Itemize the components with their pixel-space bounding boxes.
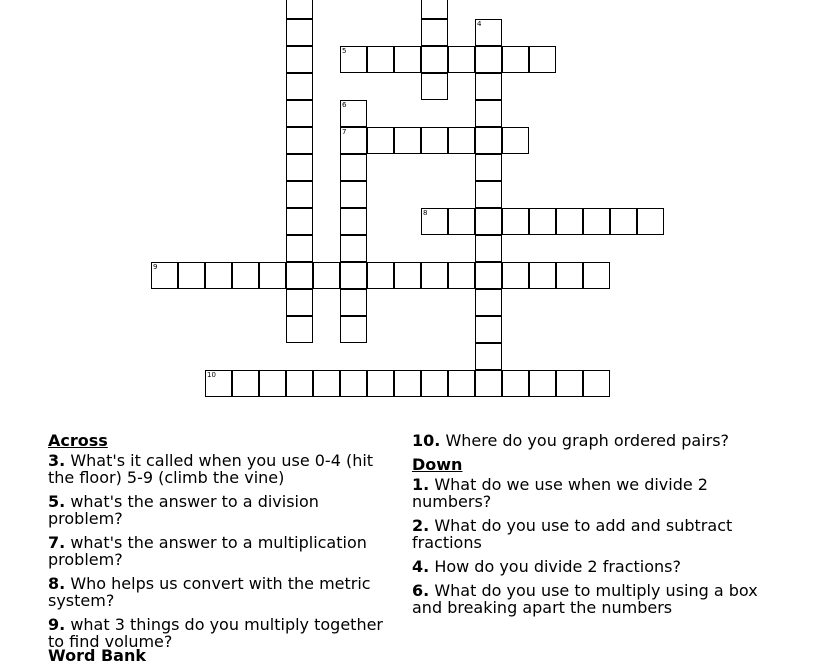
crossword-cell[interactable] — [340, 181, 367, 208]
crossword-cell[interactable] — [475, 235, 502, 262]
crossword-cell[interactable] — [502, 46, 529, 73]
clue-across-9 — [48, 616, 398, 650]
clue-number-label: 9 — [153, 263, 158, 271]
clue-number-label: 7 — [342, 128, 347, 136]
clue-number: 3. — [48, 451, 66, 470]
crossword-cell[interactable] — [367, 46, 394, 73]
clue-number: 7. — [48, 533, 66, 552]
crossword-cell[interactable] — [475, 262, 502, 289]
crossword-cell[interactable] — [259, 370, 286, 397]
crossword-cell[interactable] — [583, 208, 610, 235]
crossword-cell[interactable] — [367, 370, 394, 397]
clue-number: 1. — [412, 475, 430, 494]
clue-text: what's the answer to a multiplication problem? — [48, 533, 367, 569]
crossword-cell[interactable] — [475, 19, 502, 46]
crossword-cell[interactable] — [583, 370, 610, 397]
crossword-cell[interactable] — [340, 235, 367, 262]
crossword-cell[interactable] — [286, 370, 313, 397]
crossword-cell[interactable] — [421, 46, 448, 73]
clue-text: Who helps us convert with the metric system? — [48, 574, 371, 610]
crossword-cell[interactable] — [394, 127, 421, 154]
across-heading: Across — [48, 431, 108, 450]
crossword-cell[interactable] — [340, 127, 367, 154]
crossword-cell[interactable] — [448, 127, 475, 154]
clue-text: what 3 things do you multiply together to find volume? — [48, 615, 384, 651]
clue-number-label: 4 — [477, 20, 482, 28]
crossword-cell[interactable] — [259, 262, 286, 289]
clue-number-label: 6 — [342, 101, 347, 109]
crossword-cell[interactable] — [286, 0, 313, 19]
crossword-cell[interactable] — [340, 262, 367, 289]
clue-across-3 — [48, 452, 398, 486]
crossword-cell[interactable] — [286, 73, 313, 100]
crossword-cell[interactable] — [502, 370, 529, 397]
crossword-cell[interactable] — [529, 262, 556, 289]
clue-down-1 — [412, 476, 772, 510]
crossword-cell[interactable] — [475, 127, 502, 154]
crossword-cell[interactable] — [367, 127, 394, 154]
clue-number: 8. — [48, 574, 66, 593]
crossword-cell[interactable] — [448, 262, 475, 289]
crossword-cell[interactable] — [502, 208, 529, 235]
crossword-cell[interactable] — [340, 46, 367, 73]
crossword-cell[interactable] — [529, 370, 556, 397]
crossword-cell[interactable] — [637, 208, 664, 235]
crossword-cell[interactable] — [448, 370, 475, 397]
crossword-cell[interactable] — [340, 370, 367, 397]
clue-down-2 — [412, 517, 772, 551]
crossword-cell[interactable] — [475, 208, 502, 235]
clue-text: How do you divide 2 fractions? — [434, 557, 681, 576]
crossword-cell[interactable] — [475, 154, 502, 181]
crossword-cell[interactable] — [421, 208, 448, 235]
crossword-cell[interactable] — [529, 46, 556, 73]
clue-text: What do you use to add and subtract fractions — [412, 516, 733, 552]
crossword-cell[interactable] — [421, 0, 448, 19]
crossword-cell[interactable] — [448, 46, 475, 73]
crossword-cell[interactable] — [448, 208, 475, 235]
crossword-cell[interactable] — [475, 316, 502, 343]
crossword-cell[interactable] — [556, 208, 583, 235]
crossword-cell[interactable] — [205, 262, 232, 289]
crossword-cell[interactable] — [421, 262, 448, 289]
crossword-cell[interactable] — [151, 262, 178, 289]
clue-across-10 — [412, 432, 772, 449]
crossword-cell[interactable] — [475, 73, 502, 100]
crossword-cell[interactable] — [340, 100, 367, 127]
clue-number: 9. — [48, 615, 66, 634]
crossword-cell[interactable] — [502, 262, 529, 289]
crossword-cell[interactable] — [340, 208, 367, 235]
clue-number: 2. — [412, 516, 430, 535]
clue-text: What's it called when you use 0-4 (hit the floor) 5-9 (climb the vine) — [48, 451, 374, 487]
word-bank-heading: Word Bank — [48, 646, 147, 665]
clues-column-left — [48, 432, 398, 657]
crossword-cell[interactable] — [313, 370, 340, 397]
crossword-cell[interactable] — [610, 208, 637, 235]
clue-down-4 — [412, 558, 772, 575]
crossword-cell[interactable] — [367, 262, 394, 289]
clue-down-6 — [412, 582, 772, 616]
crossword-cell[interactable] — [394, 370, 421, 397]
crossword-cell[interactable] — [178, 262, 205, 289]
clue-across-7 — [48, 534, 398, 568]
crossword-cell[interactable] — [421, 370, 448, 397]
crossword-cell[interactable] — [421, 19, 448, 46]
crossword-cell[interactable] — [286, 19, 313, 46]
crossword-cell[interactable] — [232, 370, 259, 397]
clue-number: 4. — [412, 557, 430, 576]
crossword-cell[interactable] — [286, 235, 313, 262]
crossword-cell[interactable] — [286, 208, 313, 235]
crossword-cell[interactable] — [529, 208, 556, 235]
clue-number-label: 5 — [342, 47, 347, 55]
crossword-cell[interactable] — [475, 289, 502, 316]
crossword-cell[interactable] — [556, 370, 583, 397]
crossword-cell[interactable] — [286, 154, 313, 181]
clues-column-right — [412, 432, 772, 623]
down-heading: Down — [412, 455, 463, 474]
crossword-cell[interactable] — [475, 181, 502, 208]
clue-text: what's the answer to a division problem? — [48, 492, 319, 528]
crossword-cell[interactable] — [313, 262, 340, 289]
crossword-cell[interactable] — [340, 316, 367, 343]
crossword-cell[interactable] — [421, 127, 448, 154]
clue-across-5 — [48, 493, 398, 527]
crossword-cell[interactable] — [286, 100, 313, 127]
crossword-cell[interactable] — [583, 262, 610, 289]
crossword-cell[interactable] — [421, 73, 448, 100]
crossword-cell[interactable] — [475, 343, 502, 370]
clue-across-8 — [48, 575, 398, 609]
crossword-cell[interactable] — [475, 370, 502, 397]
clue-number: 10. — [412, 431, 441, 450]
crossword-cell[interactable] — [232, 262, 259, 289]
crossword-cell[interactable] — [394, 262, 421, 289]
crossword-cell[interactable] — [286, 181, 313, 208]
crossword-cell[interactable] — [286, 46, 313, 73]
clue-text: Where do you graph ordered pairs? — [445, 431, 730, 450]
clue-number-label: 10 — [207, 371, 216, 379]
clue-text: What do you use to multiply using a box and breaking apart the numbers — [412, 581, 758, 617]
crossword-cell[interactable] — [394, 46, 421, 73]
crossword-cell[interactable] — [502, 127, 529, 154]
crossword-cell[interactable] — [286, 127, 313, 154]
crossword-cell[interactable] — [475, 100, 502, 127]
crossword-cell[interactable] — [286, 316, 313, 343]
crossword-cell[interactable] — [205, 370, 232, 397]
clue-number: 6. — [412, 581, 430, 600]
clue-number: 5. — [48, 492, 66, 511]
clue-text: What do we use when we divide 2 numbers? — [412, 475, 708, 511]
crossword-cell[interactable] — [286, 289, 313, 316]
crossword-cell[interactable] — [475, 46, 502, 73]
crossword-cell[interactable] — [340, 289, 367, 316]
crossword-cell[interactable] — [340, 154, 367, 181]
crossword-cell[interactable] — [286, 262, 313, 289]
clue-number-label: 8 — [423, 209, 428, 217]
crossword-cell[interactable] — [556, 262, 583, 289]
